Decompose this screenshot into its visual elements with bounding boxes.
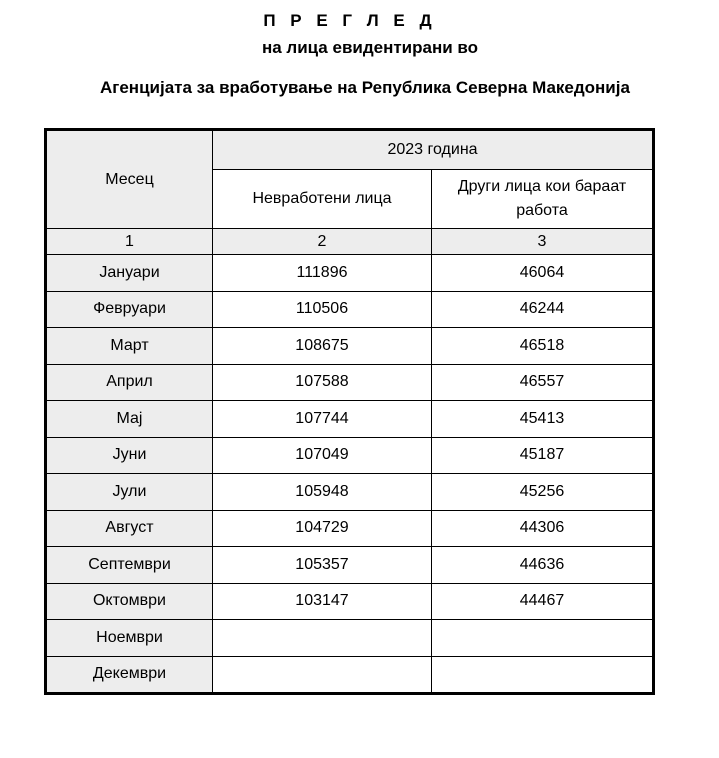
- others-cell: 46244: [432, 291, 654, 328]
- unemployed-cell: 103147: [213, 583, 432, 620]
- month-cell: Јули: [46, 474, 213, 511]
- table-row: [46, 656, 654, 694]
- table-row: [46, 291, 654, 328]
- unemployed-cell: 107049: [213, 437, 432, 474]
- others-cell: 44467: [432, 583, 654, 620]
- month-cell: Јуни: [46, 437, 213, 474]
- others-cell: [432, 620, 654, 657]
- others-cell: [432, 656, 654, 694]
- others-cell: 45413: [432, 401, 654, 438]
- month-cell: Март: [46, 328, 213, 365]
- others-cell: 45187: [432, 437, 654, 474]
- statistics-table: [44, 128, 655, 695]
- table-row: [46, 547, 654, 584]
- others-cell: 44306: [432, 510, 654, 547]
- unemployed-cell: 111896: [213, 255, 432, 292]
- others-column-header: Други лица кои бараат работа: [432, 170, 654, 229]
- year-header: 2023 година: [213, 130, 654, 170]
- unemployed-column-header: Невработени лица: [213, 170, 432, 229]
- month-column-header: Месец: [46, 130, 213, 229]
- table-row: [46, 255, 654, 292]
- page-title: П Р Е Г Л Е Д: [263, 11, 437, 30]
- month-cell: Јануари: [46, 255, 213, 292]
- unemployed-cell: 110506: [213, 291, 432, 328]
- page-subtitle: на лица евидентирани во: [261, 38, 479, 57]
- table-row: [46, 364, 654, 401]
- column-number: 1: [46, 229, 213, 255]
- month-cell: Август: [46, 510, 213, 547]
- table-row: [46, 437, 654, 474]
- others-cell: 46557: [432, 364, 654, 401]
- table-row: [46, 474, 654, 511]
- agency-title: Агенцијата за вработување на Република Северна Македонија: [100, 78, 630, 97]
- column-number: 3: [432, 229, 654, 255]
- column-number-row: [46, 229, 654, 255]
- unemployed-cell: 104729: [213, 510, 432, 547]
- unemployed-cell: 107744: [213, 401, 432, 438]
- unemployed-cell: 108675: [213, 328, 432, 365]
- unemployed-cell: 105357: [213, 547, 432, 584]
- month-cell: Февруари: [46, 291, 213, 328]
- month-cell: Октомври: [46, 583, 213, 620]
- unemployed-cell: [213, 656, 432, 694]
- table-row: [46, 620, 654, 657]
- month-cell: Мај: [46, 401, 213, 438]
- others-cell: 46518: [432, 328, 654, 365]
- table-row: [46, 583, 654, 620]
- others-cell: 46064: [432, 255, 654, 292]
- column-number: 2: [213, 229, 432, 255]
- month-cell: Септември: [46, 547, 213, 584]
- unemployed-cell: 105948: [213, 474, 432, 511]
- month-cell: Ноември: [46, 620, 213, 657]
- month-cell: Април: [46, 364, 213, 401]
- table-row: [46, 328, 654, 365]
- unemployed-cell: [213, 620, 432, 657]
- table-row: [46, 401, 654, 438]
- unemployed-cell: 107588: [213, 364, 432, 401]
- others-cell: 44636: [432, 547, 654, 584]
- others-cell: 45256: [432, 474, 654, 511]
- month-cell: Декември: [46, 656, 213, 694]
- table-row: [46, 510, 654, 547]
